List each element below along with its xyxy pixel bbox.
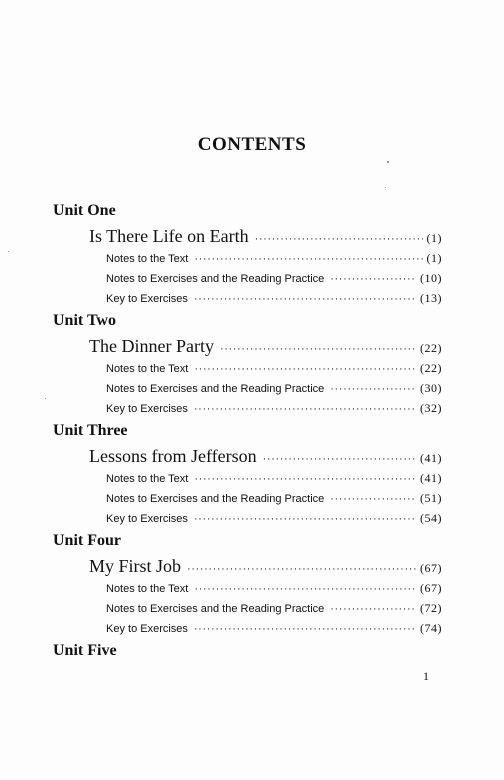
toc-entry-key[interactable]	[106, 291, 442, 306]
entry-label: Notes to Exercises and the Reading Practice	[106, 383, 325, 395]
entry-label: Notes to Exercises and the Reading Practice	[106, 493, 325, 505]
page-number: (74)	[420, 621, 442, 635]
page-number: (54)	[420, 511, 442, 525]
dot-leader	[194, 403, 416, 415]
lesson-title: Lessons from Jefferson	[89, 446, 257, 466]
page-number: (41)	[420, 471, 442, 485]
unit-heading: Unit Four	[53, 532, 121, 549]
page-number: (51)	[420, 491, 442, 505]
scan-speck	[387, 161, 389, 163]
toc-entry-lesson[interactable]	[89, 336, 442, 357]
unit-heading: Unit Three	[53, 422, 128, 439]
entry-label: Key to Exercises	[106, 293, 188, 305]
page-number: (10)	[420, 271, 442, 285]
toc-entry-notes-exercises[interactable]	[106, 491, 442, 506]
unit-heading: Unit Five	[53, 642, 117, 659]
entry-label: Notes to Exercises and the Reading Practice	[106, 603, 325, 615]
dot-leader	[330, 493, 416, 505]
dot-leader	[330, 603, 416, 615]
toc-entry-lesson[interactable]	[89, 556, 442, 577]
entry-label: Key to Exercises	[106, 403, 188, 415]
toc-entry-lesson[interactable]	[89, 226, 442, 247]
entry-label: Notes to the Text	[106, 253, 189, 265]
entry-label: Notes to the Text	[106, 363, 189, 375]
page-number: (67)	[420, 561, 442, 575]
page-number: (30)	[420, 381, 442, 395]
lesson-title: Is There Life on Earth	[89, 226, 249, 246]
scan-speck	[45, 398, 46, 399]
entry-label: Key to Exercises	[106, 513, 188, 525]
toc-entry-notes-text[interactable]	[106, 581, 442, 596]
dot-leader	[330, 273, 416, 285]
toc-entry-notes-exercises[interactable]	[106, 381, 442, 396]
dot-leader	[255, 233, 423, 245]
dot-leader	[194, 473, 416, 485]
page-number: (41)	[420, 451, 442, 465]
toc-entry-key[interactable]	[106, 401, 442, 416]
page-number: (1)	[426, 231, 442, 245]
page-number: (32)	[420, 401, 442, 415]
page-number: (22)	[420, 361, 442, 375]
scan-speck	[8, 251, 9, 252]
page-number: (1)	[426, 251, 442, 265]
lesson-title: My First Job	[89, 556, 182, 576]
dot-leader	[194, 623, 416, 635]
toc-entry-notes-exercises[interactable]	[106, 271, 442, 286]
entry-label: Notes to the Text	[106, 473, 189, 485]
dot-leader	[330, 383, 416, 395]
dot-leader	[220, 343, 416, 355]
unit-heading: Unit Two	[53, 312, 116, 329]
toc-entry-key[interactable]	[106, 511, 442, 526]
toc-entry-lesson[interactable]	[89, 446, 442, 467]
page-title: CONTENTS	[197, 134, 307, 155]
toc-entry-key[interactable]	[106, 621, 442, 636]
toc-entry-notes-exercises[interactable]	[106, 601, 442, 616]
page-folio: 1	[423, 669, 429, 683]
dot-leader	[187, 563, 416, 575]
dot-leader	[194, 513, 416, 525]
toc-entry-notes-text[interactable]	[106, 251, 442, 266]
entry-label: Key to Exercises	[106, 623, 188, 635]
lesson-title: The Dinner Party	[89, 336, 214, 356]
dot-leader	[194, 253, 422, 265]
entry-label: Notes to the Text	[106, 583, 189, 595]
dot-leader	[194, 363, 416, 375]
dot-leader	[194, 293, 416, 305]
toc-entry-notes-text[interactable]	[106, 361, 442, 376]
page-number: (22)	[420, 341, 442, 355]
page-number: (67)	[420, 581, 442, 595]
dot-leader	[194, 583, 416, 595]
unit-heading: Unit One	[53, 202, 116, 219]
toc-entry-notes-text[interactable]	[106, 471, 442, 486]
page-number: (72)	[420, 601, 442, 615]
scan-speck	[385, 187, 386, 188]
page-number: (13)	[420, 291, 442, 305]
dot-leader	[263, 453, 416, 465]
entry-label: Notes to Exercises and the Reading Practice	[106, 273, 325, 285]
